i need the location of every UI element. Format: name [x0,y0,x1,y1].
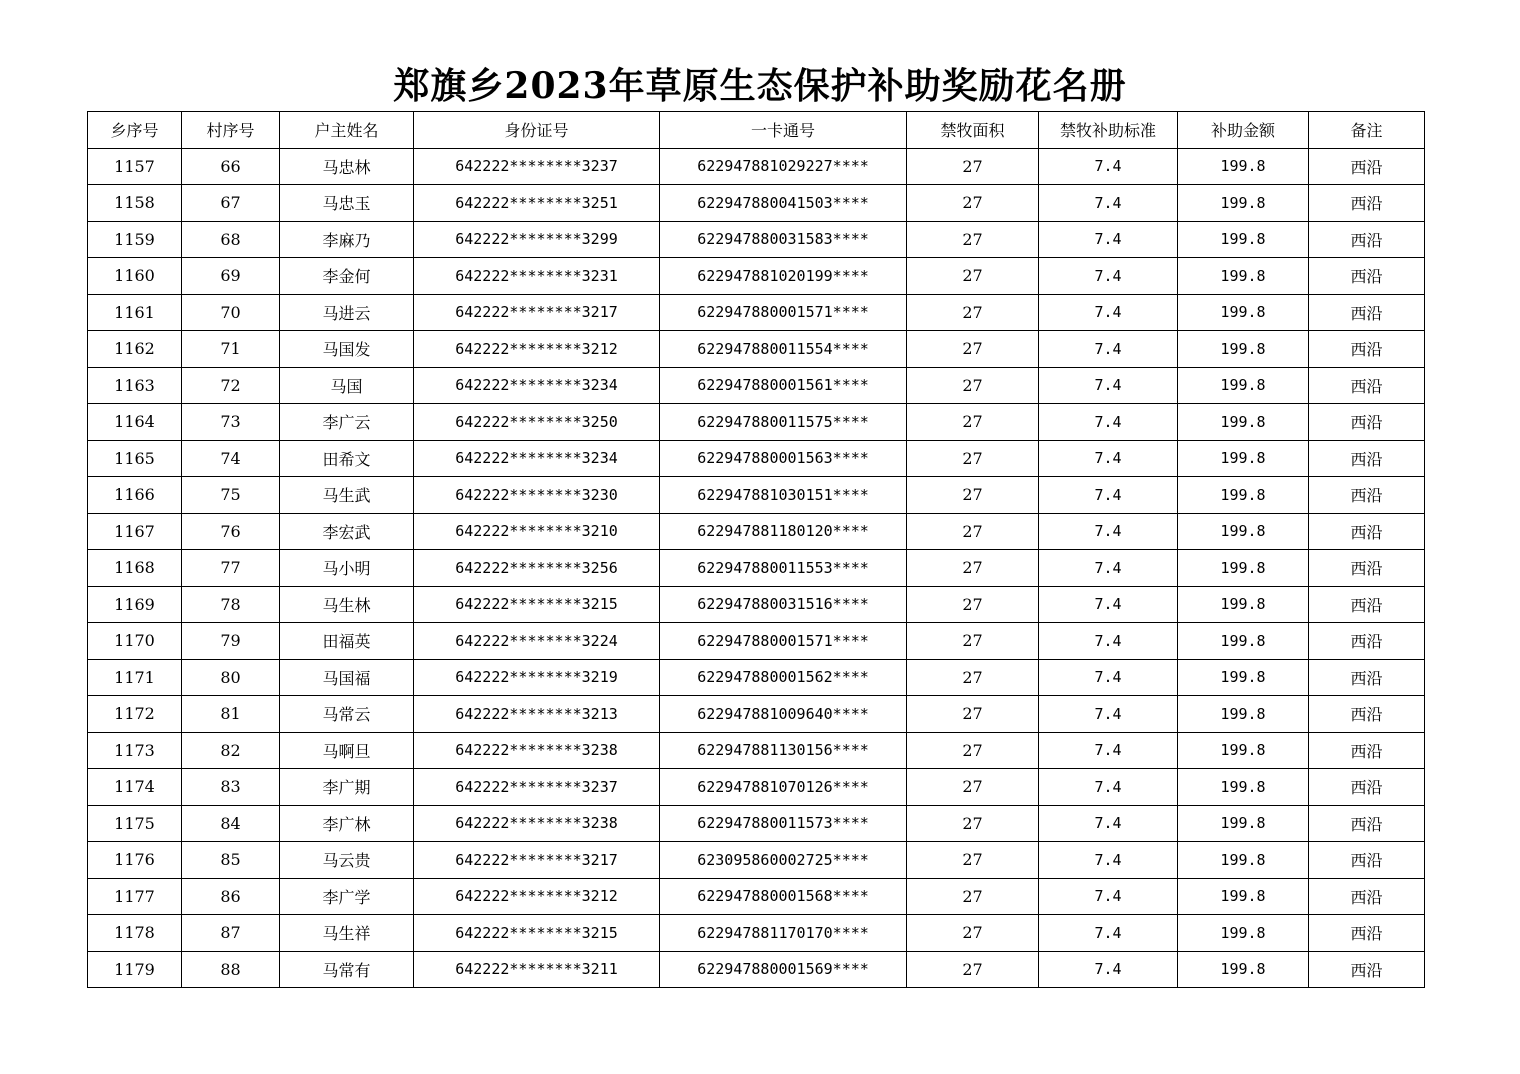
subsidy-amount-cell: 199.8 [1178,367,1309,404]
subsidy-standard-cell: 7.4 [1039,148,1178,185]
id-number-cell: 642222********3237 [414,769,660,806]
village-no-cell: 78 [182,586,280,623]
township-no-cell: 1179 [88,951,182,988]
subsidy-standard-cell: 7.4 [1039,769,1178,806]
card-number-cell: 622947880031516**** [660,586,907,623]
card-number-cell: 622947880001561**** [660,367,907,404]
village-no-cell: 70 [182,294,280,331]
grazing-ban-area-cell: 27 [907,769,1039,806]
township-no-cell: 1170 [88,623,182,660]
remarks-cell: 西沿 [1309,623,1425,660]
table-row [88,477,1425,514]
subsidy-standard-cell: 7.4 [1039,477,1178,514]
subsidy-amount-cell: 199.8 [1178,805,1309,842]
village-no-cell: 88 [182,951,280,988]
card-number-cell: 623095860002725**** [660,842,907,879]
householder-name-cell: 李宏武 [280,513,414,550]
village-no-cell: 82 [182,732,280,769]
id-number-cell: 642222********3230 [414,477,660,514]
subsidy-standard-cell: 7.4 [1039,258,1178,295]
village-no-cell: 84 [182,805,280,842]
table-row [88,185,1425,222]
subsidy-standard-cell: 7.4 [1039,185,1178,222]
township-no-cell: 1172 [88,696,182,733]
remarks-cell: 西沿 [1309,221,1425,258]
id-number-cell: 642222********3212 [414,878,660,915]
township-no-cell: 1175 [88,805,182,842]
remarks-cell: 西沿 [1309,659,1425,696]
column-header-subsidy-standard: 禁牧补助标准 [1039,112,1178,149]
township-no-cell: 1161 [88,294,182,331]
subsidy-standard-cell: 7.4 [1039,623,1178,660]
township-no-cell: 1164 [88,404,182,441]
householder-name-cell: 马国发 [280,331,414,368]
id-number-cell: 642222********3250 [414,404,660,441]
grazing-ban-area-cell: 27 [907,367,1039,404]
subsidy-standard-cell: 7.4 [1039,367,1178,404]
grazing-ban-area-cell: 27 [907,258,1039,295]
table-row [88,951,1425,988]
village-no-cell: 77 [182,550,280,587]
township-no-cell: 1173 [88,732,182,769]
subsidy-amount-cell: 199.8 [1178,586,1309,623]
grazing-ban-area-cell: 27 [907,477,1039,514]
subsidy-standard-cell: 7.4 [1039,696,1178,733]
id-number-cell: 642222********3224 [414,623,660,660]
township-no-cell: 1159 [88,221,182,258]
id-number-cell: 642222********3234 [414,367,660,404]
subsidy-amount-cell: 199.8 [1178,732,1309,769]
card-number-cell: 622947880011573**** [660,805,907,842]
id-number-cell: 642222********3234 [414,440,660,477]
village-no-cell: 68 [182,221,280,258]
subsidy-amount-cell: 199.8 [1178,915,1309,952]
grazing-ban-area-cell: 27 [907,148,1039,185]
village-no-cell: 85 [182,842,280,879]
subsidy-amount-cell: 199.8 [1178,696,1309,733]
township-no-cell: 1169 [88,586,182,623]
remarks-cell: 西沿 [1309,586,1425,623]
table-row [88,148,1425,185]
subsidy-amount-cell: 199.8 [1178,258,1309,295]
subsidy-amount-cell: 199.8 [1178,404,1309,441]
subsidy-standard-cell: 7.4 [1039,951,1178,988]
remarks-cell: 西沿 [1309,440,1425,477]
householder-name-cell: 马常有 [280,951,414,988]
card-number-cell: 622947880011575**** [660,404,907,441]
card-number-cell: 622947881180120**** [660,513,907,550]
table-row [88,659,1425,696]
remarks-cell: 西沿 [1309,842,1425,879]
id-number-cell: 642222********3231 [414,258,660,295]
village-no-cell: 74 [182,440,280,477]
grazing-ban-area-cell: 27 [907,659,1039,696]
column-header-remarks: 备注 [1309,112,1425,149]
township-no-cell: 1163 [88,367,182,404]
subsidy-standard-cell: 7.4 [1039,915,1178,952]
id-number-cell: 642222********3219 [414,659,660,696]
township-no-cell: 1158 [88,185,182,222]
subsidy-standard-cell: 7.4 [1039,331,1178,368]
card-number-cell: 622947880001562**** [660,659,907,696]
table-row [88,513,1425,550]
village-no-cell: 83 [182,769,280,806]
table-row [88,404,1425,441]
table-body [88,148,1425,988]
subsidy-standard-cell: 7.4 [1039,550,1178,587]
subsidy-amount-cell: 199.8 [1178,185,1309,222]
card-number-cell: 622947881009640**** [660,696,907,733]
table-row [88,878,1425,915]
township-no-cell: 1168 [88,550,182,587]
subsidy-standard-cell: 7.4 [1039,805,1178,842]
table-row [88,550,1425,587]
card-number-cell: 622947881070126**** [660,769,907,806]
remarks-cell: 西沿 [1309,477,1425,514]
householder-name-cell: 马常云 [280,696,414,733]
subsidy-amount-cell: 199.8 [1178,294,1309,331]
township-no-cell: 1167 [88,513,182,550]
householder-name-cell: 马小明 [280,550,414,587]
document-title: 郑旗乡2023年草原生态保护补助奖励花名册 [393,65,1127,107]
card-number-cell: 622947880001569**** [660,951,907,988]
township-no-cell: 1176 [88,842,182,879]
township-no-cell: 1174 [88,769,182,806]
id-number-cell: 642222********3238 [414,805,660,842]
village-no-cell: 75 [182,477,280,514]
township-no-cell: 1178 [88,915,182,952]
card-number-cell: 622947881020199**** [660,258,907,295]
grazing-ban-area-cell: 27 [907,696,1039,733]
grazing-ban-area-cell: 27 [907,586,1039,623]
id-number-cell: 642222********3238 [414,732,660,769]
remarks-cell: 西沿 [1309,550,1425,587]
householder-name-cell: 马忠林 [280,148,414,185]
card-number-cell: 622947881170170**** [660,915,907,952]
remarks-cell: 西沿 [1309,696,1425,733]
id-number-cell: 642222********3251 [414,185,660,222]
table-row [88,805,1425,842]
table-row [88,440,1425,477]
table-row [88,586,1425,623]
subsidy-amount-cell: 199.8 [1178,769,1309,806]
remarks-cell: 西沿 [1309,258,1425,295]
table-row [88,623,1425,660]
subsidy-standard-cell: 7.4 [1039,659,1178,696]
card-number-cell: 622947880011554**** [660,331,907,368]
householder-name-cell: 李广学 [280,878,414,915]
id-number-cell: 642222********3237 [414,148,660,185]
remarks-cell: 西沿 [1309,331,1425,368]
id-number-cell: 642222********3213 [414,696,660,733]
id-number-cell: 642222********3210 [414,513,660,550]
subsidy-amount-cell: 199.8 [1178,148,1309,185]
householder-name-cell: 马生祥 [280,915,414,952]
table-row [88,769,1425,806]
householder-name-cell: 马生武 [280,477,414,514]
township-no-cell: 1166 [88,477,182,514]
grazing-ban-area-cell: 27 [907,550,1039,587]
subsidy-standard-cell: 7.4 [1039,404,1178,441]
village-no-cell: 87 [182,915,280,952]
householder-name-cell: 李金何 [280,258,414,295]
grazing-ban-area-cell: 27 [907,732,1039,769]
village-no-cell: 69 [182,258,280,295]
card-number-cell: 622947881030151**** [660,477,907,514]
remarks-cell: 西沿 [1309,805,1425,842]
id-number-cell: 642222********3217 [414,842,660,879]
column-header-card-number: 一卡通号 [660,112,907,149]
id-number-cell: 642222********3217 [414,294,660,331]
subsidy-amount-cell: 199.8 [1178,842,1309,879]
village-no-cell: 73 [182,404,280,441]
card-number-cell: 622947880001571**** [660,623,907,660]
table-row [88,732,1425,769]
subsidy-amount-cell: 199.8 [1178,951,1309,988]
subsidy-amount-cell: 199.8 [1178,513,1309,550]
village-no-cell: 72 [182,367,280,404]
subsidy-amount-cell: 199.8 [1178,440,1309,477]
id-number-cell: 642222********3215 [414,586,660,623]
grazing-ban-area-cell: 27 [907,440,1039,477]
id-number-cell: 642222********3299 [414,221,660,258]
subsidy-standard-cell: 7.4 [1039,440,1178,477]
table-row [88,367,1425,404]
village-no-cell: 66 [182,148,280,185]
township-no-cell: 1162 [88,331,182,368]
subsidy-amount-cell: 199.8 [1178,477,1309,514]
remarks-cell: 西沿 [1309,367,1425,404]
householder-name-cell: 马国福 [280,659,414,696]
column-header-householder-name: 户主姓名 [280,112,414,149]
grazing-ban-area-cell: 27 [907,331,1039,368]
grazing-ban-area-cell: 27 [907,221,1039,258]
table-row [88,331,1425,368]
card-number-cell: 622947880001571**** [660,294,907,331]
grazing-ban-area-cell: 27 [907,805,1039,842]
remarks-cell: 西沿 [1309,878,1425,915]
subsidy-amount-cell: 199.8 [1178,659,1309,696]
grazing-ban-area-cell: 27 [907,294,1039,331]
householder-name-cell: 马云贵 [280,842,414,879]
householder-name-cell: 李广云 [280,404,414,441]
remarks-cell: 西沿 [1309,769,1425,806]
column-header-village-no: 村序号 [182,112,280,149]
card-number-cell: 622947880011553**** [660,550,907,587]
remarks-cell: 西沿 [1309,404,1425,441]
remarks-cell: 西沿 [1309,732,1425,769]
village-no-cell: 67 [182,185,280,222]
subsidy-amount-cell: 199.8 [1178,878,1309,915]
remarks-cell: 西沿 [1309,915,1425,952]
grazing-ban-area-cell: 27 [907,513,1039,550]
householder-name-cell: 马生林 [280,586,414,623]
id-number-cell: 642222********3211 [414,951,660,988]
village-no-cell: 71 [182,331,280,368]
householder-name-cell: 马忠玉 [280,185,414,222]
village-no-cell: 86 [182,878,280,915]
subsidy-roster-table [87,111,1425,988]
grazing-ban-area-cell: 27 [907,623,1039,660]
grazing-ban-area-cell: 27 [907,842,1039,879]
column-header-subsidy-amount: 补助金额 [1178,112,1309,149]
householder-name-cell: 马国 [280,367,414,404]
table-row [88,696,1425,733]
id-number-cell: 642222********3212 [414,331,660,368]
subsidy-amount-cell: 199.8 [1178,221,1309,258]
householder-name-cell: 田福英 [280,623,414,660]
subsidy-standard-cell: 7.4 [1039,513,1178,550]
id-number-cell: 642222********3256 [414,550,660,587]
card-number-cell: 622947881130156**** [660,732,907,769]
village-no-cell: 80 [182,659,280,696]
grazing-ban-area-cell: 27 [907,404,1039,441]
table-row [88,842,1425,879]
township-no-cell: 1165 [88,440,182,477]
table-row [88,258,1425,295]
subsidy-standard-cell: 7.4 [1039,878,1178,915]
remarks-cell: 西沿 [1309,513,1425,550]
grazing-ban-area-cell: 27 [907,878,1039,915]
householder-name-cell: 马啊旦 [280,732,414,769]
subsidy-amount-cell: 199.8 [1178,331,1309,368]
subsidy-standard-cell: 7.4 [1039,221,1178,258]
township-no-cell: 1157 [88,148,182,185]
subsidy-standard-cell: 7.4 [1039,732,1178,769]
subsidy-standard-cell: 7.4 [1039,842,1178,879]
grazing-ban-area-cell: 27 [907,185,1039,222]
card-number-cell: 622947880001568**** [660,878,907,915]
subsidy-amount-cell: 199.8 [1178,623,1309,660]
householder-name-cell: 马进云 [280,294,414,331]
id-number-cell: 642222********3215 [414,915,660,952]
subsidy-amount-cell: 199.8 [1178,550,1309,587]
card-number-cell: 622947881029227**** [660,148,907,185]
township-no-cell: 1177 [88,878,182,915]
householder-name-cell: 李广林 [280,805,414,842]
table-row [88,294,1425,331]
card-number-cell: 622947880041503**** [660,185,907,222]
card-number-cell: 622947880001563**** [660,440,907,477]
column-header-id-number: 身份证号 [414,112,660,149]
township-no-cell: 1171 [88,659,182,696]
grazing-ban-area-cell: 27 [907,951,1039,988]
table-row [88,221,1425,258]
table-row [88,915,1425,952]
remarks-cell: 西沿 [1309,951,1425,988]
card-number-cell: 622947880031583**** [660,221,907,258]
householder-name-cell: 李广期 [280,769,414,806]
village-no-cell: 79 [182,623,280,660]
remarks-cell: 西沿 [1309,148,1425,185]
township-no-cell: 1160 [88,258,182,295]
householder-name-cell: 李麻乃 [280,221,414,258]
table-header-row [88,112,1425,149]
column-header-grazing-ban-area: 禁牧面积 [907,112,1039,149]
remarks-cell: 西沿 [1309,294,1425,331]
remarks-cell: 西沿 [1309,185,1425,222]
subsidy-standard-cell: 7.4 [1039,294,1178,331]
column-header-township-no: 乡序号 [88,112,182,149]
householder-name-cell: 田希文 [280,440,414,477]
subsidy-standard-cell: 7.4 [1039,586,1178,623]
village-no-cell: 76 [182,513,280,550]
village-no-cell: 81 [182,696,280,733]
grazing-ban-area-cell: 27 [907,915,1039,952]
